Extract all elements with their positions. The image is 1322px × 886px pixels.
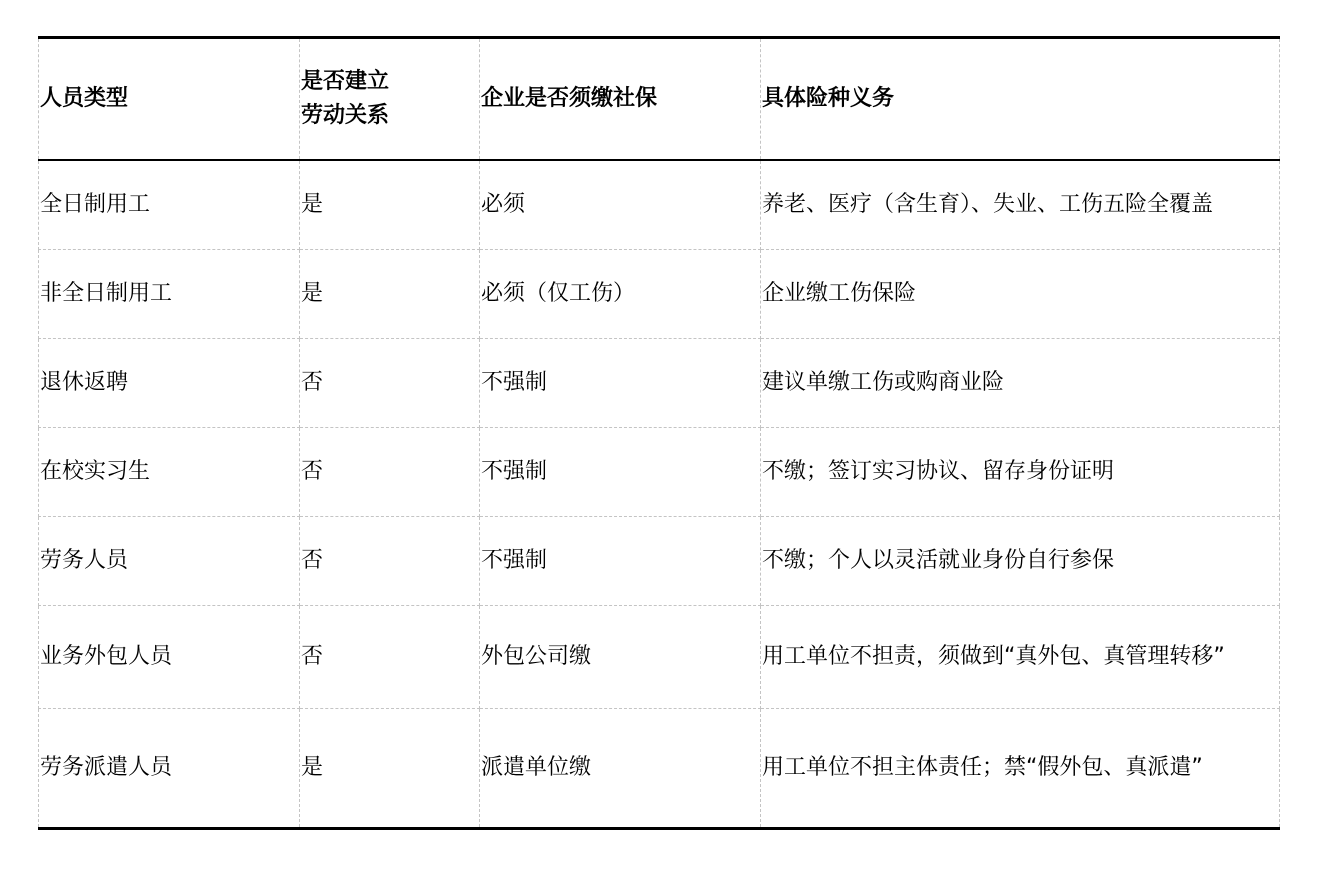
cell-labor-relation: 否 xyxy=(300,428,480,517)
cell-must-pay: 外包公司缴 xyxy=(480,606,761,709)
cell-must-pay: 不强制 xyxy=(480,517,761,606)
header-personnel-type: 人员类型 xyxy=(39,38,300,161)
table-row xyxy=(39,250,1280,339)
cell-personnel-type: 退休返聘 xyxy=(39,339,300,428)
cell-personnel-type: 劳务派遣人员 xyxy=(39,709,300,829)
header-must-pay-insurance: 企业是否须缴社保 xyxy=(480,38,761,161)
cell-personnel-type: 非全日制用工 xyxy=(39,250,300,339)
cell-obligations: 不缴；个人以灵活就业身份自行参保 xyxy=(761,517,1280,606)
social-insurance-table xyxy=(38,36,1280,830)
header-labor-relation-line1: 是否建立 xyxy=(301,69,390,94)
cell-obligations: 企业缴工伤保险 xyxy=(761,250,1280,339)
header-labor-relation xyxy=(300,38,480,161)
table-row xyxy=(39,160,1280,250)
cell-labor-relation: 否 xyxy=(300,339,480,428)
cell-obligations: 建议单缴工伤或购商业险 xyxy=(761,339,1280,428)
cell-labor-relation: 是 xyxy=(300,250,480,339)
table-row xyxy=(39,517,1280,606)
cell-personnel-type: 劳务人员 xyxy=(39,517,300,606)
insurance-table-container xyxy=(38,36,1279,830)
cell-obligations: 用工单位不担主体责任；禁“假外包、真派遣” xyxy=(761,709,1280,829)
header-labor-relation-line2: 劳动关系 xyxy=(301,103,390,128)
cell-labor-relation: 是 xyxy=(300,160,480,250)
cell-labor-relation: 是 xyxy=(300,709,480,829)
cell-must-pay: 不强制 xyxy=(480,339,761,428)
table-row xyxy=(39,339,1280,428)
cell-labor-relation: 否 xyxy=(300,606,480,709)
cell-personnel-type: 在校实习生 xyxy=(39,428,300,517)
table-header-row xyxy=(39,38,1280,161)
cell-obligations: 用工单位不担责，须做到“真外包、真管理转移” xyxy=(761,606,1280,709)
table-row xyxy=(39,428,1280,517)
cell-must-pay: 必须 xyxy=(480,160,761,250)
table-row xyxy=(39,606,1280,709)
cell-must-pay: 必须（仅工伤） xyxy=(480,250,761,339)
cell-personnel-type: 全日制用工 xyxy=(39,160,300,250)
cell-obligations: 不缴；签订实习协议、留存身份证明 xyxy=(761,428,1280,517)
table-row xyxy=(39,709,1280,829)
cell-must-pay: 派遣单位缴 xyxy=(480,709,761,829)
cell-obligations: 养老、医疗（含生育）、失业、工伤五险全覆盖 xyxy=(761,160,1280,250)
cell-labor-relation: 否 xyxy=(300,517,480,606)
header-insurance-obligations: 具体险种义务 xyxy=(761,38,1280,161)
cell-personnel-type: 业务外包人员 xyxy=(39,606,300,709)
cell-must-pay: 不强制 xyxy=(480,428,761,517)
